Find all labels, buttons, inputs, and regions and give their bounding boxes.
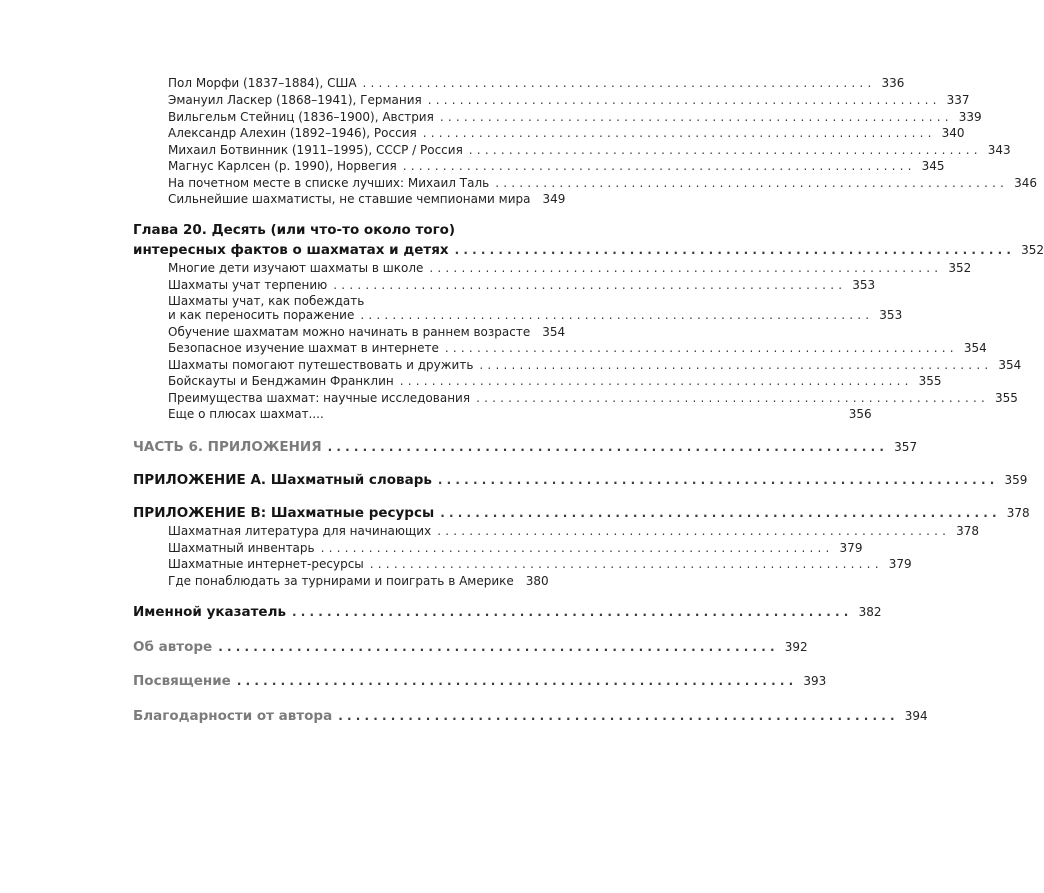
toc-entry-winning-line1[interactable]: Шахматы учат, как побеждать [168,294,365,308]
entry-title: Шахматные интернет-ресурсы [168,557,364,571]
entry-title: Шахматный инвентарь [168,541,315,555]
toc-dedication[interactable] [133,673,827,689]
entry-title: Александр Алехин (1892–1946), Россия [168,126,417,140]
entry-page: 380 [525,574,549,588]
toc-acknowledgements[interactable] [133,708,928,724]
dot-leader: ................................................................ [333,278,847,292]
entry-page: 343 [987,143,1011,157]
toc-entry-tal[interactable] [168,176,1038,190]
toc-entry-research[interactable] [168,391,1018,405]
toc-entry-morphy[interactable] [168,76,905,90]
entry-page: 340 [941,126,965,140]
dot-leader: ................................................................ [360,308,874,322]
dot-leader: ................................................................ [292,605,853,619]
toc-entry-more-pluses[interactable] [168,407,872,421]
entry-title: Преимущества шахмат: научные исследования [168,391,471,405]
toc-entry-botvinnik[interactable] [168,143,1011,157]
entry-page: 354 [963,341,987,355]
toc-entry-steinitz[interactable] [168,110,982,124]
dot-leader: ................................................................ [327,440,889,454]
toc-entry-tournaments[interactable] [168,574,549,588]
dot-leader: ................................................................ [236,674,798,688]
entry-title: Вильгельм Стейниц (1836–1900), Австрия [168,110,434,124]
toc-entry-winning[interactable] [168,308,903,322]
part-title: ЧАСТЬ 6. ПРИЛОЖЕНИЯ [133,439,322,455]
chapter20-title-line2: интересных фактов о шахматах и детях [133,242,449,258]
entry-title: Шахматы помогают путешествовать и дружить [168,358,474,372]
entry-page: 379 [839,541,863,555]
appendix-page: 378 [1006,506,1030,520]
entry-title: Безопасное изучение шахмат в интернете [168,341,439,355]
about-page: 392 [784,640,808,654]
entry-title: На почетном месте в списке лучших: Михаил Таль [168,176,490,190]
entry-title: Бойскауты и Бенджамин Франклин [168,374,394,388]
toc-entry-school[interactable] [168,261,972,275]
toc-entry-carlsen[interactable] [168,159,945,173]
toc-part6[interactable] [133,439,918,455]
entry-title: Эмануил Ласкер (1868–1941), Германия [168,93,422,107]
dedication-title: Посвящение [133,673,231,689]
entry-page: 345 [921,159,945,173]
dot-leader: ................................................................ [369,557,883,571]
dot-leader: ................................................................ [437,524,951,538]
about-title: Об авторе [133,639,213,655]
dot-leader: ................................................................ [479,358,993,372]
entry-title: Где понаблюдать за турнирами и поиграть в Америке [168,574,514,588]
dot-leader: ................................................................ [495,176,1009,190]
dot-leader: ................................................................ [429,261,943,275]
entry-page: 355 [995,391,1018,405]
dot-leader: ................................................................ [439,110,953,124]
part-page: 357 [894,440,918,454]
entry-page: 336 [881,76,905,90]
appendix-page: 359 [1004,473,1028,487]
toc-entry-equipment[interactable] [168,541,863,555]
toc-entry-web-resources[interactable] [168,557,912,571]
entry-page: 339 [958,110,982,124]
toc-about-author[interactable] [133,639,808,655]
entry-title: Еще о плюсах шахмат.... [168,407,324,421]
dot-leader: ................................................................ [444,341,958,355]
entry-page: 356 [848,407,872,421]
toc-entry-strongest[interactable] [168,192,566,206]
entry-title: Обучение шахматам можно начинать в раннем возрасте [168,325,531,339]
entry-title: Магнус Карлсен (р. 1990), Норвегия [168,159,397,173]
toc-appendix-a[interactable] [133,472,1028,488]
thanks-title: Благодарности от автора [133,708,333,724]
toc-entry-alekhine[interactable] [168,126,965,140]
dedication-page: 393 [803,674,827,688]
entry-page: 337 [946,93,970,107]
toc-entry-travel[interactable] [168,358,1022,372]
chapter-page: 352 [1021,243,1044,257]
toc-entry-lasker[interactable] [168,93,970,107]
entry-page: 354 [998,358,1022,372]
entry-page: 349 [542,192,566,206]
dot-leader: ................................................................ [440,506,1001,520]
toc-chapter20[interactable] [133,242,1044,258]
index-page: 382 [858,605,882,619]
entry-page: 379 [888,557,912,571]
dot-leader [330,407,843,421]
appendix-title: ПРИЛОЖЕНИЕ А. Шахматный словарь [133,472,432,488]
toc-entry-patience[interactable] [168,278,876,292]
toc-entry-early-age[interactable] [168,325,566,339]
dot-leader: ................................................................ [468,143,982,157]
toc-entry-literature[interactable] [168,524,980,538]
entry-page: 353 [852,278,876,292]
entry-page: 346 [1014,176,1038,190]
dot-leader: ................................................................ [427,93,941,107]
entry-title: и как переносить поражение [168,308,355,322]
dot-leader: ................................................................ [362,76,876,90]
dot-leader: ................................................................ [402,159,916,173]
entry-page: 378 [956,524,980,538]
entry-page: 355 [918,374,942,388]
dot-leader: ................................................................ [422,126,936,140]
entry-title: Шахматная литература для начинающих [168,524,432,538]
toc-entry-internet[interactable] [168,341,987,355]
thanks-page: 394 [904,709,928,723]
entry-title: Михаил Ботвинник (1911–1995), СССР / Россия [168,143,463,157]
entry-page: 352 [948,261,972,275]
dot-leader: ................................................................ [320,541,834,555]
toc-index[interactable] [133,604,882,620]
entry-title: Сильнейшие шахматисты, не ставшие чемпионами мира [168,192,531,206]
index-title: Именной указатель [133,604,287,620]
dot-leader: ................................................................ [399,374,913,388]
dot-leader: ................................................................ [437,473,999,487]
dot-leader: ................................................................ [338,709,899,723]
dot-leader: ................................................................ [476,391,989,405]
dot-leader: ................................................................ [218,640,779,654]
chapter20-title-line1[interactable]: Глава 20. Десять (или что-то около того) [133,222,456,238]
entry-title: Шахматы учат терпению [168,278,328,292]
entry-title: Многие дети изучают шахматы в школе [168,261,424,275]
toc-entry-boyscouts[interactable] [168,374,942,388]
dot-leader: ................................................................ [454,243,1016,257]
appendix-title: ПРИЛОЖЕНИЕ В: Шахматные ресурсы [133,505,435,521]
entry-title: Пол Морфи (1837–1884), США [168,76,357,90]
toc-appendix-b[interactable] [133,505,1030,521]
entry-page: 354 [542,325,566,339]
entry-page: 353 [879,308,903,322]
